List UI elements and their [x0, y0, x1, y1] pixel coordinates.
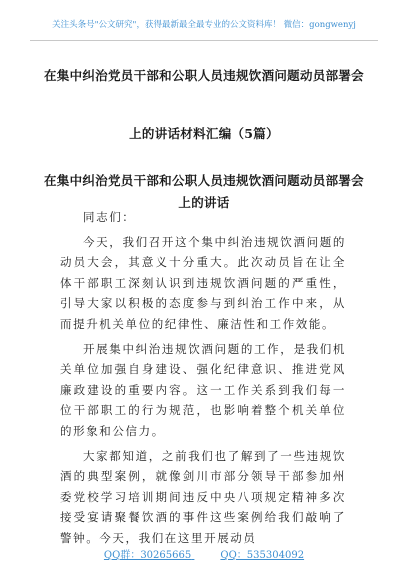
speech-title-line-1: 在集中纠治党员干部和公职人员违规饮酒问题动员部署会	[43, 173, 364, 188]
footer-contact	[0, 546, 408, 561]
paragraph-1: 今天，我们召开这个集中纠治违规饮酒问题的动员大会，其意义十分重大。此次动员旨在让全体干部职工深刻认识到违规饮酒问题的严重性，引导大家以积极的态度参与到纠治工作中来，从而提升机关单位的纪律性、廉洁性和工作效能。	[60, 234, 346, 331]
salutation: 同志们：	[83, 210, 136, 224]
document-title-line-1: 在集中纠治党员干部和公职人员违规饮酒问题动员部署会	[43, 68, 364, 83]
footer-qq-number[interactable]: QQ：535304092	[220, 550, 305, 561]
paragraph-3: 大家都知道，之前我们也了解到了一些违规饮酒的典型案例，就像剑川市部分领导干部参加州委党校学习培训期间违反中央八项规定精神多次接受宴请聚餐饮酒的事件这些案例给我们敲响了警钟。今天，我们在这里开展动员	[60, 448, 346, 545]
header-notice: 关注头条号"公文研究"，获得最新最全最专业的公文资料库！ 微信：gongwenyj	[30, 10, 378, 41]
footer-qq-group[interactable]: QQ群：30265665	[103, 550, 192, 561]
speech-body	[60, 207, 346, 549]
paragraph-2: 开展集中纠治违规饮酒问题的工作，是我们机关单位加强自身建设、强化纪律意识、推进党风廉政建设的重要内容。这一工作关系到我们每一位干部职工的行为规范，也影响着整个机关单位的形象和公信力。	[60, 341, 346, 438]
speech-title-line-2: 上的讲话	[178, 195, 230, 210]
document-title-line-2: 上的讲话材料汇编（5篇）	[129, 126, 279, 141]
